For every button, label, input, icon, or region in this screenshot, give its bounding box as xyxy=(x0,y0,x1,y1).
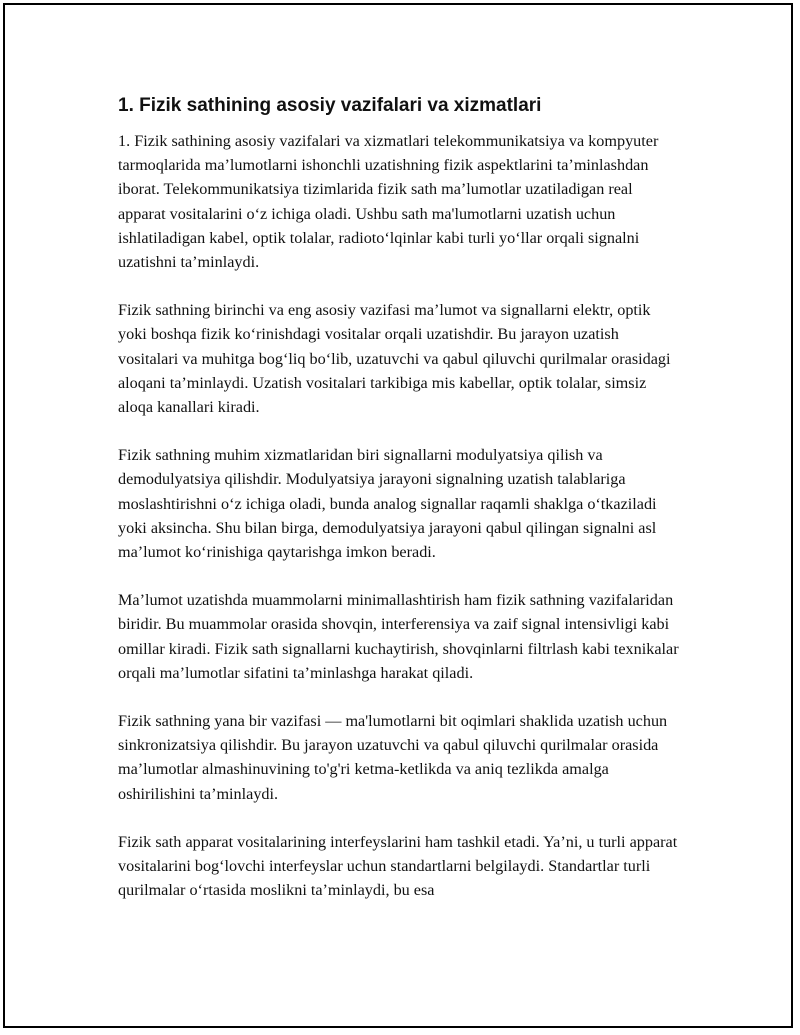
paragraph-5: Fizik sathning yana bir vazifasi — ma'lumotlarni bit oqimlari shaklida uzatish uchun sinkronizatsiya qilishdir. Bu jarayon uzatuvchi va qabul qiluvchi qurilmalar orasida ma’lumotlar almashinuvining to'g'ri ketma-ketlikda va aniq tezlikda amalga oshirilishini ta’minlaydi. xyxy=(118,712,668,803)
paragraph-2: Fizik sathning birinchi va eng asosiy vazifasi ma’lumot va signallarni elektr, optik yoki boshqa fizik ko‘rinishdagi vositalar orqali uzatishdir. Bu jarayon uzatish vositalari va muhitga bog‘liq bo‘lib, uzatuvchi va qabul qiluvchi qurilmalar orasidagi aloqani ta’minlaydi. Uzatish vositalari tarkibiga mis kabellar, optik tolalar, simsiz aloqa kanallari kiradi. xyxy=(118,301,671,417)
paragraph-6: Fizik sath apparat vositalarining interfeyslarini ham tashkil etadi. Ya’ni, u turli apparat vositalarini bog‘lovchi interfeyslar uchun standartlarni belgilaydi. Standartlar turli qurilmalar o‘rtasida moslikni ta’minlaydi, bu esa xyxy=(118,832,678,900)
paragraph-1: 1. Fizik sathining asosiy vazifalari va xizmatlari telekommunikatsiya va kompyuter tarmoqlarida ma’lumotlarni ishonchli uzatishning fizik aspektlarini ta’minlashdan iborat. Telekommunikatsiya tizimlarida fizik sath ma’lumotlar uzatiladigan real apparat vositalarini o‘z ichiga oladi. Ushbu sath ma'lumotlarni uzatish uchun ishlatiladigan kabel, optik tolalar, radioto‘lqinlar kabi turli yo‘llar orqali signalni uzatishni ta’minlaydi. xyxy=(118,132,659,272)
paragraph-3: Fizik sathning muhim xizmatlaridan biri signallarni modulyatsiya qilish va demodulyatsiya qilishdir. Modulyatsiya jarayoni signalning uzatish talablariga moslashtirishni o‘z ichiga oladi, bunda analog signallar raqamli shaklga o‘tkaziladi yoki aksincha. Shu bilan birga, demodulyatsiya jarayoni qabul qilingan signalni asl ma’lumot ko‘rinishiga qaytarishga imkon beradi. xyxy=(118,446,657,562)
document-heading: 1. Fizik sathining asosiy vazifalari va xizmatlari xyxy=(118,95,542,116)
document-body xyxy=(118,93,683,926)
paragraph-4: Ma’lumot uzatishda muammolarni minimallashtirish ham fizik sathning vazifalaridan biridir. Bu muammolar orasida shovqin, interferensiya va zaif signal intensivligi kabi omillar kiradi. Fizik sath signallarni kuchaytirish, shovqinlarni filtrlash kabi texnikalar orqali ma’lumotlar sifatini ta’minlashga harakat qiladi. xyxy=(118,591,679,682)
